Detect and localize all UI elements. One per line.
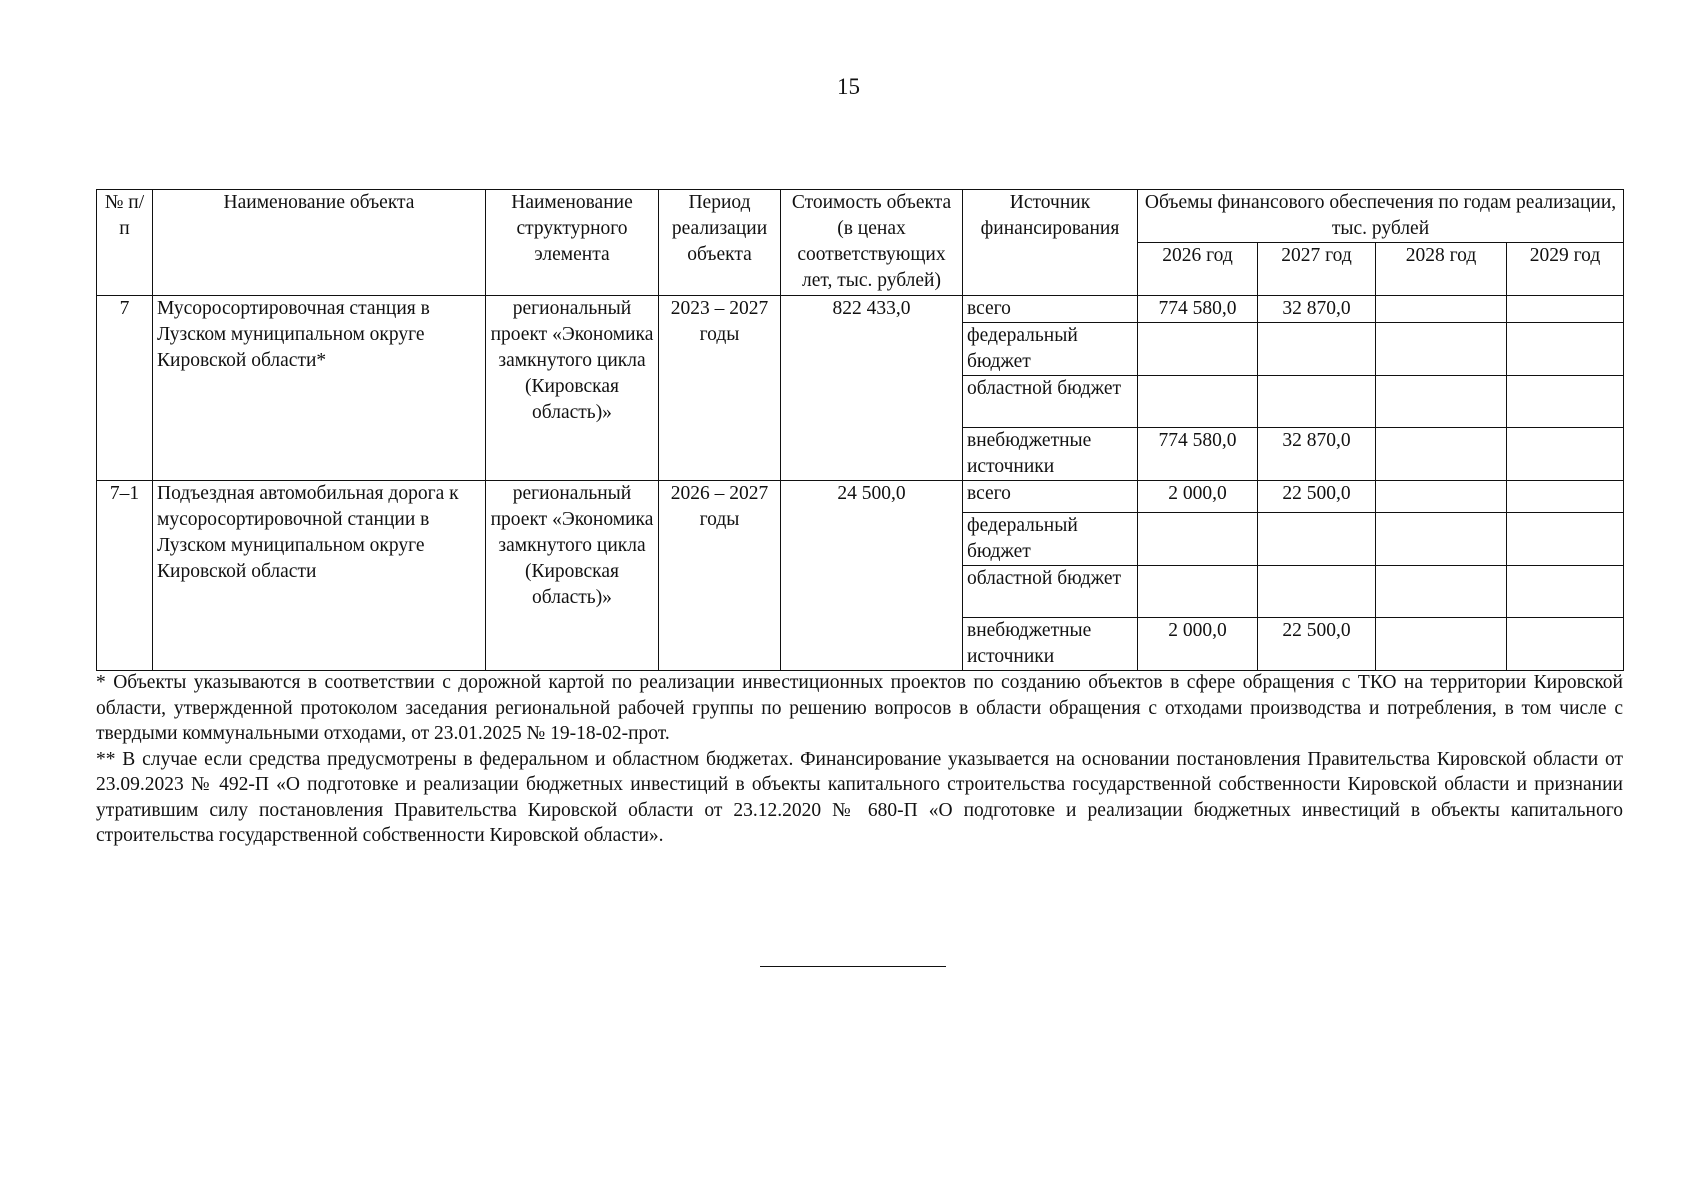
source-label: внебюджетные источники bbox=[963, 428, 1138, 481]
header-source: Источник финансирования bbox=[963, 190, 1138, 296]
source-label: всего bbox=[963, 296, 1138, 323]
value-cell bbox=[1376, 513, 1507, 566]
value-cell: 32 870,0 bbox=[1258, 296, 1376, 323]
source-label: областной бюджет bbox=[963, 376, 1138, 428]
table-row bbox=[97, 481, 1624, 513]
header-year-2027: 2027 год bbox=[1258, 243, 1376, 296]
row-object-name: Подъездная автомобильная дорога к мусоросортировочной станции в Лузском муниципальном округе Кировской области bbox=[153, 481, 486, 671]
value-cell: 774 580,0 bbox=[1138, 296, 1258, 323]
row-cost: 24 500,0 bbox=[781, 481, 963, 671]
header-volumes: Объемы финансового обеспечения по годам реализации, тыс. рублей bbox=[1138, 190, 1624, 243]
financing-table bbox=[96, 189, 1624, 671]
value-cell bbox=[1138, 323, 1258, 376]
value-cell bbox=[1507, 618, 1624, 671]
header-cost: Стоимость объекта (в ценах соответствующих лет, тыс. рублей) bbox=[781, 190, 963, 296]
value-cell bbox=[1376, 323, 1507, 376]
header-num: № п/п bbox=[97, 190, 153, 296]
value-cell bbox=[1507, 428, 1624, 481]
value-cell bbox=[1138, 376, 1258, 428]
footnote-1: * Объекты указываются в соответствии с дорожной картой по реализации инвестиционных проектов по созданию объектов в сфере обращения с ТКО на территории Кировской области, утвержденной протоколом заседания региональной рабочей группы по решению вопросов в области обращения с отходами производства и потребления, в том числе с твердыми коммунальными отходами, от 23.01.2025 № 19-18-02-прот. bbox=[96, 672, 1623, 744]
value-cell: 774 580,0 bbox=[1138, 428, 1258, 481]
source-label: всего bbox=[963, 481, 1138, 513]
header-year-2026: 2026 год bbox=[1138, 243, 1258, 296]
header-year-2028: 2028 год bbox=[1376, 243, 1507, 296]
value-cell bbox=[1258, 566, 1376, 618]
value-cell: 2 000,0 bbox=[1138, 481, 1258, 513]
source-label: внебюджетные источники bbox=[963, 618, 1138, 671]
value-cell bbox=[1138, 566, 1258, 618]
value-cell bbox=[1507, 481, 1624, 513]
value-cell bbox=[1507, 376, 1624, 428]
header-structural-element: Наименование структурного элемента bbox=[486, 190, 659, 296]
value-cell bbox=[1376, 481, 1507, 513]
row-object-name: Мусоросортировочная станция в Лузском муниципальном округе Кировской области* bbox=[153, 296, 486, 481]
source-label: федеральный бюджет bbox=[963, 513, 1138, 566]
value-cell: 2 000,0 bbox=[1138, 618, 1258, 671]
value-cell bbox=[1507, 513, 1624, 566]
footnotes bbox=[96, 670, 1623, 849]
row-num: 7–1 bbox=[97, 481, 153, 671]
header-object-name: Наименование объекта bbox=[153, 190, 486, 296]
row-structural-element: региональный проект «Экономика замкнутого цикла (Кировская область)» bbox=[486, 296, 659, 481]
value-cell bbox=[1376, 376, 1507, 428]
value-cell bbox=[1507, 566, 1624, 618]
value-cell bbox=[1258, 513, 1376, 566]
row-structural-element: региональный проект «Экономика замкнутого цикла (Кировская область)» bbox=[486, 481, 659, 671]
value-cell: 32 870,0 bbox=[1258, 428, 1376, 481]
value-cell bbox=[1258, 376, 1376, 428]
page-number: 15 bbox=[837, 74, 860, 99]
footnote-2: ** В случае если средства предусмотрены в федеральном и областном бюджетах. Финансирование указывается на основании постановления Правительства Кировской области от 23.09.2023 № 492-П «О подготовке и реализации бюджетных инвестиций в объекты капитального строительства государственной собственности Кировской области и признании утратившим силу постановления Правительства Кировской области от 23.12.2020 № 680-П «О подготовке и реализации бюджетных инвестиций в объекты капитального строительства государственной собственности Кировской области». bbox=[96, 748, 1623, 846]
value-cell bbox=[1376, 566, 1507, 618]
header-year-2029: 2029 год bbox=[1507, 243, 1624, 296]
value-cell bbox=[1258, 323, 1376, 376]
value-cell bbox=[1507, 296, 1624, 323]
value-cell: 22 500,0 bbox=[1258, 618, 1376, 671]
value-cell bbox=[1138, 513, 1258, 566]
end-divider bbox=[760, 966, 946, 967]
source-label: областной бюджет bbox=[963, 566, 1138, 618]
source-label: федеральный бюджет bbox=[963, 323, 1138, 376]
header-period: Период реализации объекта bbox=[659, 190, 781, 296]
row-num: 7 bbox=[97, 296, 153, 481]
value-cell bbox=[1376, 296, 1507, 323]
row-period: 2023 – 2027 годы bbox=[659, 296, 781, 481]
value-cell bbox=[1507, 323, 1624, 376]
row-cost: 822 433,0 bbox=[781, 296, 963, 481]
row-period: 2026 – 2027 годы bbox=[659, 481, 781, 671]
value-cell bbox=[1376, 618, 1507, 671]
value-cell bbox=[1376, 428, 1507, 481]
value-cell: 22 500,0 bbox=[1258, 481, 1376, 513]
table-row bbox=[97, 296, 1624, 323]
